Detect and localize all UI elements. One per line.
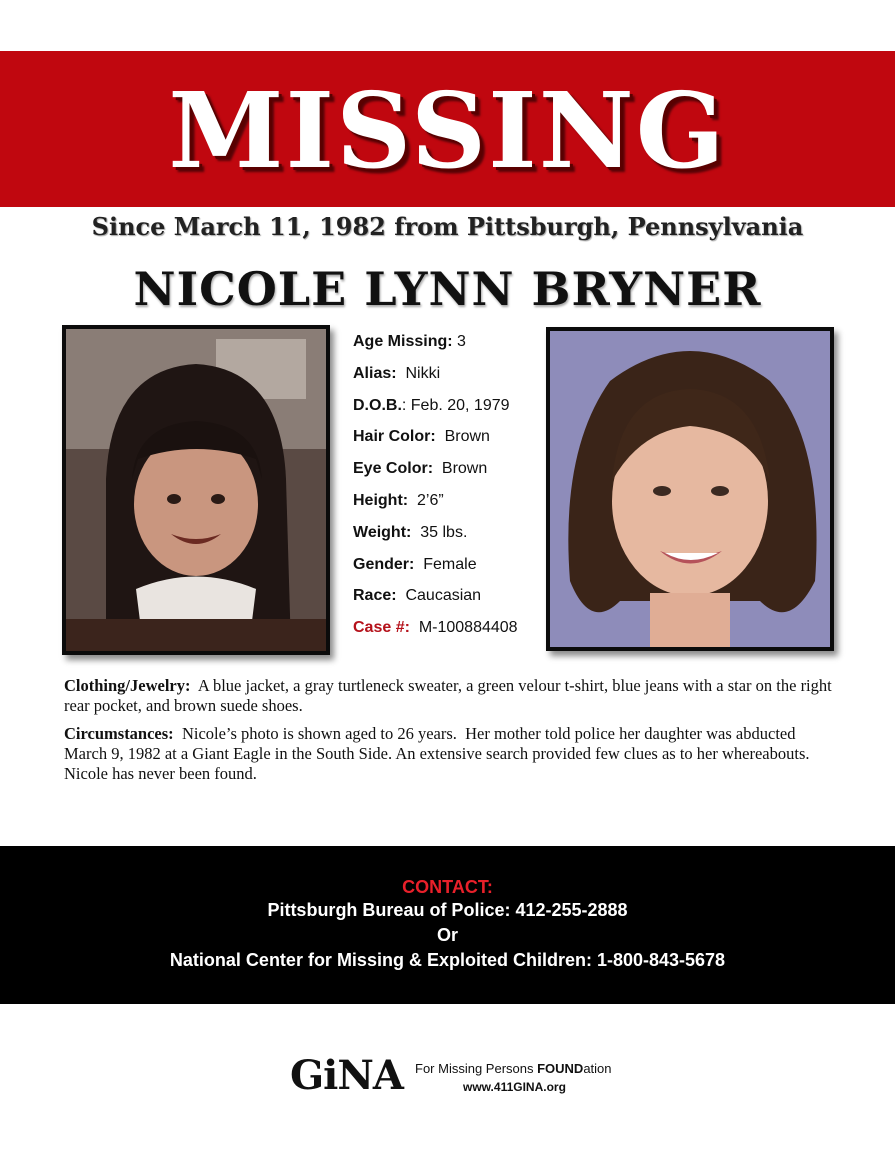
circumstances-text: Nicole’s photo is shown aged to 26 years. Her mother told police her daughter was abducted March 9, 1982 at a Giant Eagle in the South Side. An extensive search provided few clues as to her whereabouts. Nicole has never been found.: [64, 724, 814, 783]
clothing-description: [64, 676, 834, 716]
fact-label: Gender:: [353, 555, 415, 573]
fact-value: Nikki: [396, 364, 441, 382]
tagline-prefix: For Missing Persons: [415, 1061, 538, 1076]
fact-age: [353, 330, 543, 362]
fact-alias: [353, 362, 543, 394]
contact-label: CONTACT:: [402, 877, 493, 897]
fact-label: Case #:: [353, 619, 410, 637]
fact-race: [353, 584, 543, 616]
fact-value: 2’6”: [408, 491, 444, 509]
circumstances-label: Circumstances:: [64, 724, 174, 743]
fact-label: Hair Color:: [353, 428, 436, 446]
fact-case-number: [353, 616, 543, 648]
fact-label: Age Missing:: [353, 333, 453, 350]
gina-url: www.411GINA.org: [463, 1080, 566, 1094]
fact-value: Female: [414, 555, 477, 573]
fact-gender: [353, 553, 543, 585]
contact-section: [0, 846, 895, 1004]
tagline-suffix: ation: [583, 1061, 612, 1076]
missing-since-line: Since March 11, 1982 from Pittsburgh, Pennsylvania: [91, 212, 804, 241]
circumstances-description: [64, 724, 834, 784]
contact-ncmec: National Center for Missing & Exploited Children: 1-800-843-5678: [169, 950, 726, 970]
fact-value: Brown: [433, 460, 488, 478]
missing-banner: [0, 51, 895, 207]
fact-value: Caucasian: [396, 587, 482, 605]
facts-list: [353, 330, 543, 648]
fact-label: Height:: [353, 491, 409, 509]
fact-label: Eye Color:: [353, 460, 434, 478]
fact-hair: [353, 425, 543, 457]
fact-label: Alias:: [353, 364, 397, 382]
contact-or: Or: [436, 925, 458, 945]
clothing-text: A blue jacket, a gray turtleneck sweater, a green velour t-shirt, blue jeans with a star on the right rear pocket, and brown suede shoes.: [64, 676, 836, 715]
fact-height: [353, 489, 543, 521]
fact-value: 3: [452, 333, 466, 350]
fact-eye: [353, 457, 543, 489]
fact-value: M-100884408: [409, 619, 518, 637]
fact-value: 35 lbs.: [411, 523, 468, 541]
tagline-bold: FOUND: [537, 1061, 584, 1076]
fact-label: Weight:: [353, 523, 412, 541]
age-progressed-photo: [546, 327, 834, 651]
gina-logo: GiNA: [290, 1052, 403, 1099]
gina-tagline: [415, 1061, 612, 1076]
fact-label: Race:: [353, 587, 397, 605]
clothing-label: Clothing/Jewelry:: [64, 676, 191, 695]
fact-value: : Feb. 20, 1979: [401, 396, 510, 414]
footer: [290, 1052, 650, 1100]
child-photo: [62, 325, 330, 655]
contact-police: Pittsburgh Bureau of Police: 412-255-2888: [267, 900, 628, 920]
fact-value: Brown: [435, 428, 490, 446]
fact-label: D.O.B.: [353, 396, 402, 414]
fact-weight: [353, 521, 543, 553]
banner-title: MISSING: [168, 69, 727, 192]
person-name: NICOLE LYNN BRYNER: [133, 262, 762, 316]
fact-dob: [353, 394, 543, 426]
